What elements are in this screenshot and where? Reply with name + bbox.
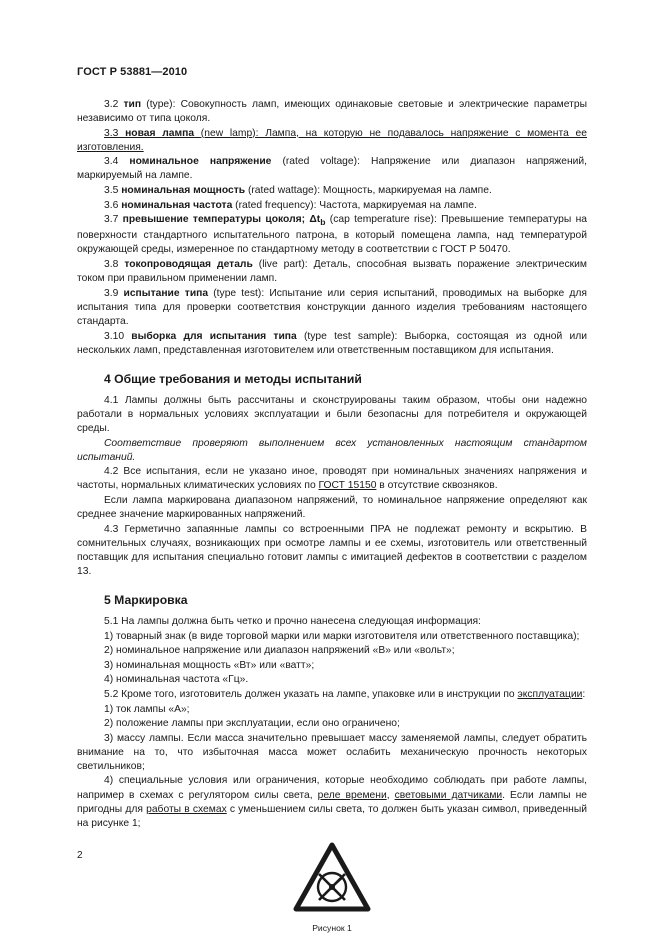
list-item: 4) номинальная частота «Гц». bbox=[104, 674, 249, 686]
clause-4-1-compliance: Соответствие проверяют выполнением всех установленных настоящим стандартом испытаний. bbox=[77, 437, 587, 463]
clause-4-2: 4.2 Все испытания, если не указано иное, проводят при номинальных значениях напряжения и частоты, нормальных климатических условиях по ГОСТ 15150 в отсутствие сквозняков. bbox=[77, 466, 587, 492]
operation-link[interactable]: эксплуатации bbox=[517, 688, 583, 700]
def-3-3: 3.3 новая лампа (new lamp): Лампа, на которую не подавалось напряжение с момента ее изготовления. bbox=[77, 127, 587, 153]
section-4-heading: 4 Общие требования и методы испытаний bbox=[104, 371, 362, 386]
clause-5-1: 5.1 На лампы должна быть четко и прочно нанесена следующая информация: bbox=[104, 615, 481, 627]
clause-4-2-range: Если лампа маркирована диапазоном напряжений, то номинальное напряжение определяют как среднее значение маркированных напряжений. bbox=[77, 494, 587, 520]
def-3-2: 3.2 тип (type): Совокупность ламп, имеющих одинаковые световые и электрические параметры независимо от типа цоколя. bbox=[77, 99, 587, 125]
list-item: 2) номинальное напряжение или диапазон напряжений «В» или «вольт»; bbox=[104, 645, 455, 657]
list-item: 2) положение лампы при эксплуатации, если оно ограничено; bbox=[104, 718, 400, 730]
list-item: 1) ток лампы «А»; bbox=[104, 703, 190, 715]
clause-4-1: 4.1 Лампы должны быть рассчитаны и сконструированы таким образом, чтобы они надежно работали в нормальных условиях эксплуатации и были безопасны для потребителя и окружающей среды. bbox=[77, 394, 587, 434]
list-item: 1) товарный знак (в виде торговой марки или марки изготовителя или ответственного поставщика); bbox=[104, 630, 580, 642]
figure-1 bbox=[77, 841, 587, 915]
def-3-4: 3.4 номинальное напряжение (rated voltage): Напряжение или диапазон напряжений, маркируемый на лампе. bbox=[77, 156, 587, 182]
gost-15150-link[interactable]: ГОСТ 15150 bbox=[318, 480, 377, 492]
clause-5-2: 5.2 Кроме того, изготовитель должен указать на лампе, упаковке или в инструкции по эксплуатации: bbox=[104, 688, 586, 700]
light-sensor-link[interactable]: световыми датчиками bbox=[394, 789, 503, 801]
document-body bbox=[77, 98, 587, 935]
def-3-5: 3.5 номинальная мощность (rated wattage): Мощность, маркируемая на лампе. bbox=[104, 185, 492, 197]
def-3-8: 3.8 токопроводящая деталь (live part): Деталь, способная вызвать поражение электрическим током при правильном применении ламп. bbox=[77, 259, 588, 285]
list-item: 3) номинальная мощность «Вт» или «ватт»; bbox=[104, 659, 315, 671]
section-5-heading: 5 Маркировка bbox=[104, 592, 188, 607]
clause-4-3: 4.3 Герметично запаянные лампы со встроенными ПРА не подлежат ремонту и вскрытию. В сомнительных случаях, возникающих при осмотре лампы и ее схемы, изготовитель или ответственный поставщик для испытания специально готовит лампы с имитацией дефектов в соответствии с разделом 13. bbox=[77, 523, 587, 577]
page-number: 2 bbox=[77, 850, 83, 861]
def-3-9: 3.9 испытание типа (type test): Испытание или серия испытаний, проводимых на выборке для испытания типа для проверки соответствия конструкции данного изделия требованиям настоящего стандарта. bbox=[77, 287, 587, 327]
def-3-6: 3.6 номинальная частота (rated frequency): Частота, маркируемая на лампе. bbox=[104, 199, 477, 211]
list-item: 3) массу лампы. Если масса значительно превышает массу заменяемой лампы, следует обратить внимание на то, что избыточная масса может ослабить механическую прочность некоторых светильников; bbox=[77, 732, 587, 772]
circuit-operation-link[interactable]: работы в схемах bbox=[146, 803, 227, 815]
no-dimmer-symbol-icon bbox=[292, 841, 372, 915]
standard-header: ГОСТ Р 53881—2010 bbox=[77, 66, 188, 78]
figure-1-caption: Рисунок 1 bbox=[312, 922, 352, 933]
time-relay-link[interactable]: реле времени bbox=[317, 789, 387, 801]
def-3-7: 3.7 превышение температуры цоколя; $\Delta t_b$ (cap temperature rise): Превышение температуры на поверхности стандартного испытательного патрона, в который помещена лампа, над температурой окружающей среды, измеренное по стандартному методу в соответствии с ГОСТ Р 50470. bbox=[77, 214, 587, 256]
def-3-10: 3.10 выборка для испытания типа (type test sample): Выборка, состоящая из одной или нескольких ламп, представленная изготовителем или ответственным поставщиком для испытания. bbox=[77, 330, 587, 356]
list-item: 4) специальные условия или ограничения, которые необходимо соблюдать при работе лампы, например в схемах с регулятором силы света, реле времени, световыми датчиками. Если лампы не пригодны для работы в схемах с уменьшением силы света, то должен быть указан символ, приведенный на рисунке 1; bbox=[77, 775, 587, 829]
